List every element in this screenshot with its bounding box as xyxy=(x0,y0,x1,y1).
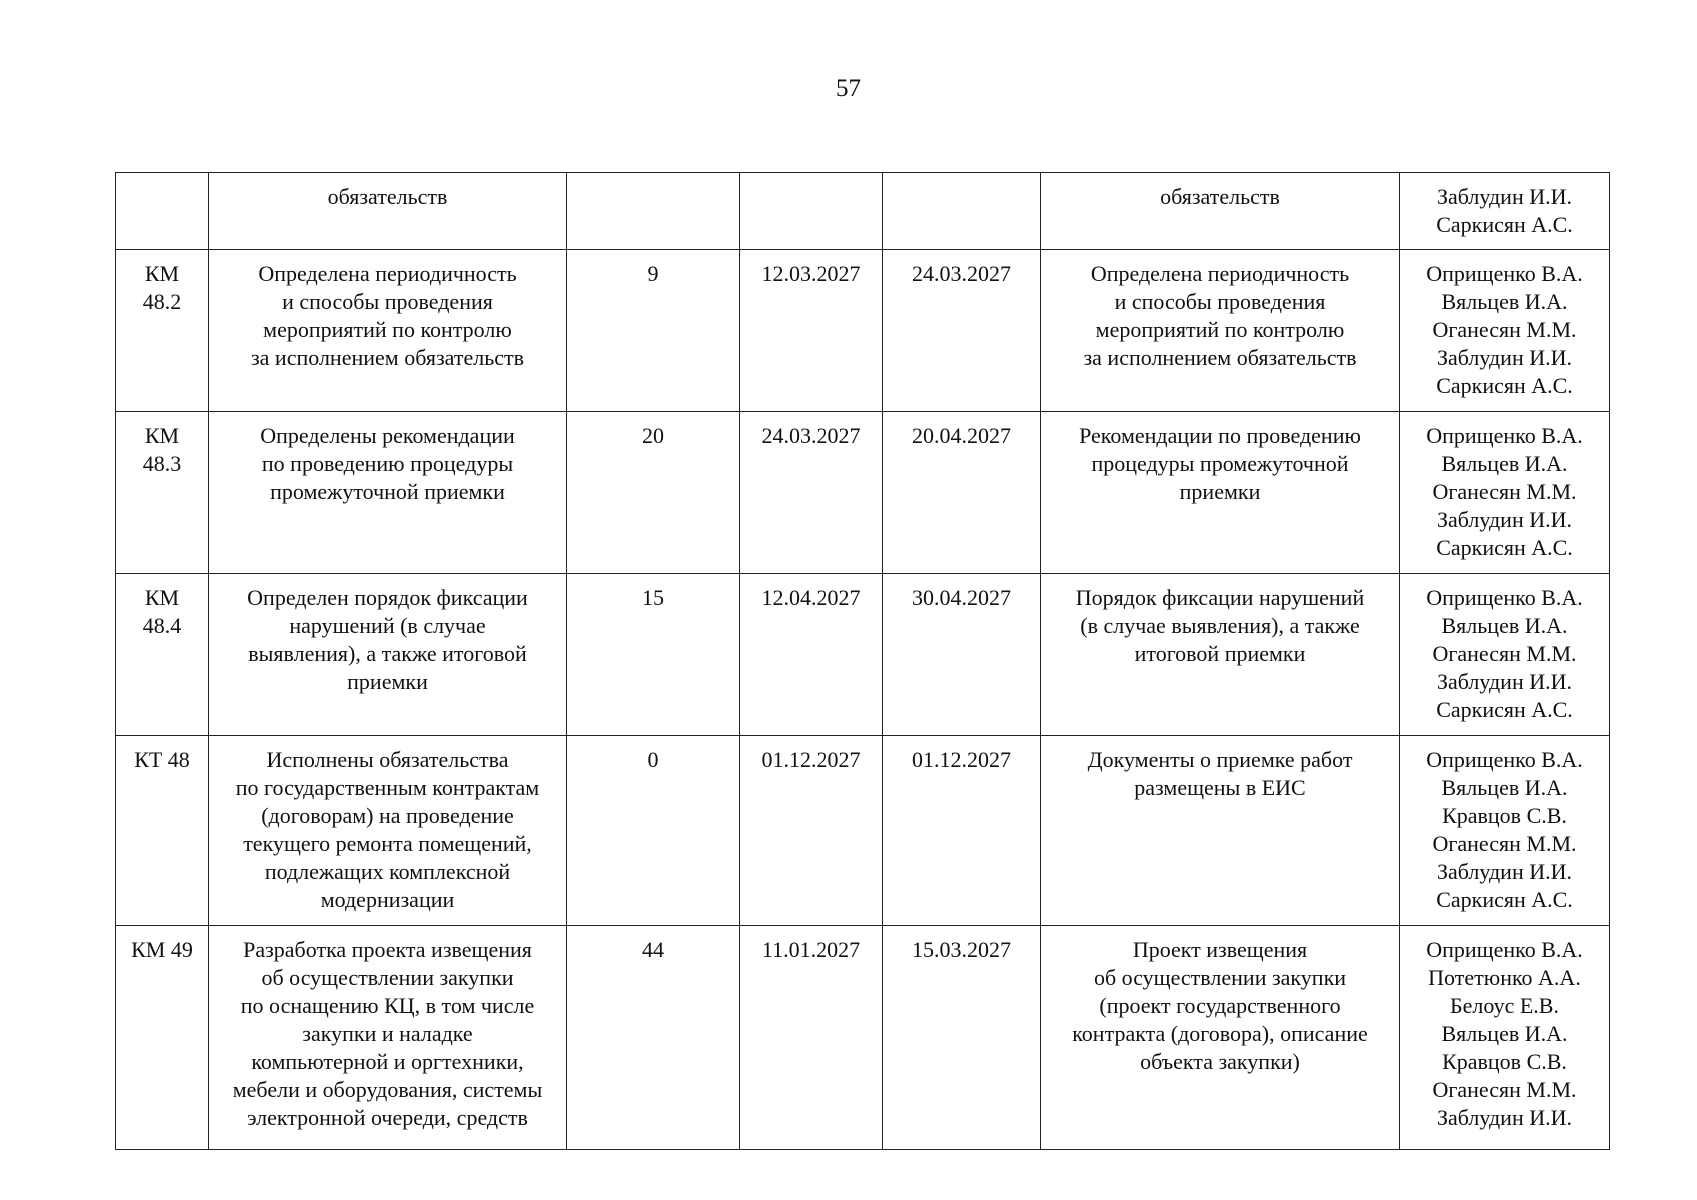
start-date-cell: 12.04.2027 xyxy=(740,574,883,736)
start-date-cell: 12.03.2027 xyxy=(740,250,883,412)
duration-cell: 0 xyxy=(567,736,740,926)
responsible-cell: Оприщенко В.А. Вяльцев И.А. Оганесян М.М. Заблудин И.И. Саркисян А.С. xyxy=(1400,574,1610,736)
start-date-cell: 01.12.2027 xyxy=(740,736,883,926)
description-cell: Определен порядок фиксации нарушений (в случае выявления), а также итоговой приемки xyxy=(209,574,567,736)
description-cell: Определены рекомендации по проведению процедуры промежуточной приемки xyxy=(209,412,567,574)
duration-cell: 44 xyxy=(567,926,740,1150)
end-date-cell: 15.03.2027 xyxy=(883,926,1041,1150)
end-date-cell: 30.04.2027 xyxy=(883,574,1041,736)
duration-cell: 9 xyxy=(567,250,740,412)
milestone-code-cell: КМ 48.2 xyxy=(116,250,209,412)
milestone-code-cell: КМ 48.4 xyxy=(116,574,209,736)
responsible-cell: Оприщенко В.А. Вяльцев И.А. Оганесян М.М. Заблудин И.И. Саркисян А.С. xyxy=(1400,412,1610,574)
milestone-code-cell xyxy=(116,173,209,250)
result-cell: Рекомендации по проведению процедуры промежуточной приемки xyxy=(1041,412,1400,574)
result-cell: Порядок фиксации нарушений (в случае выявления), а также итоговой приемки xyxy=(1041,574,1400,736)
duration-cell: 20 xyxy=(567,412,740,574)
result-cell: Проект извещения об осуществлении закупки (проект государственного контракта (договора), описание объекта закупки) xyxy=(1041,926,1400,1150)
result-cell: Документы о приемке работ размещены в ЕИС xyxy=(1041,736,1400,926)
page-number: 57 xyxy=(836,75,861,102)
responsible-cell: Заблудин И.И. Саркисян А.С. xyxy=(1400,173,1610,250)
milestone-code-cell: КТ 48 xyxy=(116,736,209,926)
table-row xyxy=(116,250,1610,412)
start-date-cell: 11.01.2027 xyxy=(740,926,883,1150)
end-date-cell: 20.04.2027 xyxy=(883,412,1041,574)
table-row xyxy=(116,173,1610,250)
schedule-table xyxy=(115,172,1610,1150)
description-cell: Разработка проекта извещения об осуществлении закупки по оснащению КЦ, в том числе закупки и наладке компьютерной и оргтехники, мебели и оборудования, системы электронной очереди, средств xyxy=(209,926,567,1150)
duration-cell xyxy=(567,173,740,250)
result-cell: Определена периодичность и способы проведения мероприятий по контролю за исполнением обязательств xyxy=(1041,250,1400,412)
end-date-cell: 01.12.2027 xyxy=(883,736,1041,926)
table-row xyxy=(116,926,1610,1150)
end-date-cell xyxy=(883,173,1041,250)
milestone-code-cell: КМ 49 xyxy=(116,926,209,1150)
responsible-cell: Оприщенко В.А. Потетюнко А.А. Белоус Е.В. Вяльцев И.А. Кравцов С.В. Оганесян М.М. Заблудин И.И. xyxy=(1400,926,1610,1150)
description-cell: обязательств xyxy=(209,173,567,250)
milestone-code-cell: КМ 48.3 xyxy=(116,412,209,574)
responsible-cell: Оприщенко В.А. Вяльцев И.А. Оганесян М.М. Заблудин И.И. Саркисян А.С. xyxy=(1400,250,1610,412)
description-cell: Определена периодичность и способы проведения мероприятий по контролю за исполнением обязательств xyxy=(209,250,567,412)
responsible-cell: Оприщенко В.А. Вяльцев И.А. Кравцов С.В. Оганесян М.М. Заблудин И.И. Саркисян А.С. xyxy=(1400,736,1610,926)
table-row xyxy=(116,574,1610,736)
result-cell: обязательств xyxy=(1041,173,1400,250)
duration-cell: 15 xyxy=(567,574,740,736)
table-row xyxy=(116,412,1610,574)
start-date-cell: 24.03.2027 xyxy=(740,412,883,574)
description-cell: Исполнены обязательства по государственным контрактам (договорам) на проведение текущего ремонта помещений, подлежащих комплексной модернизации xyxy=(209,736,567,926)
table-row xyxy=(116,736,1610,926)
end-date-cell: 24.03.2027 xyxy=(883,250,1041,412)
start-date-cell xyxy=(740,173,883,250)
